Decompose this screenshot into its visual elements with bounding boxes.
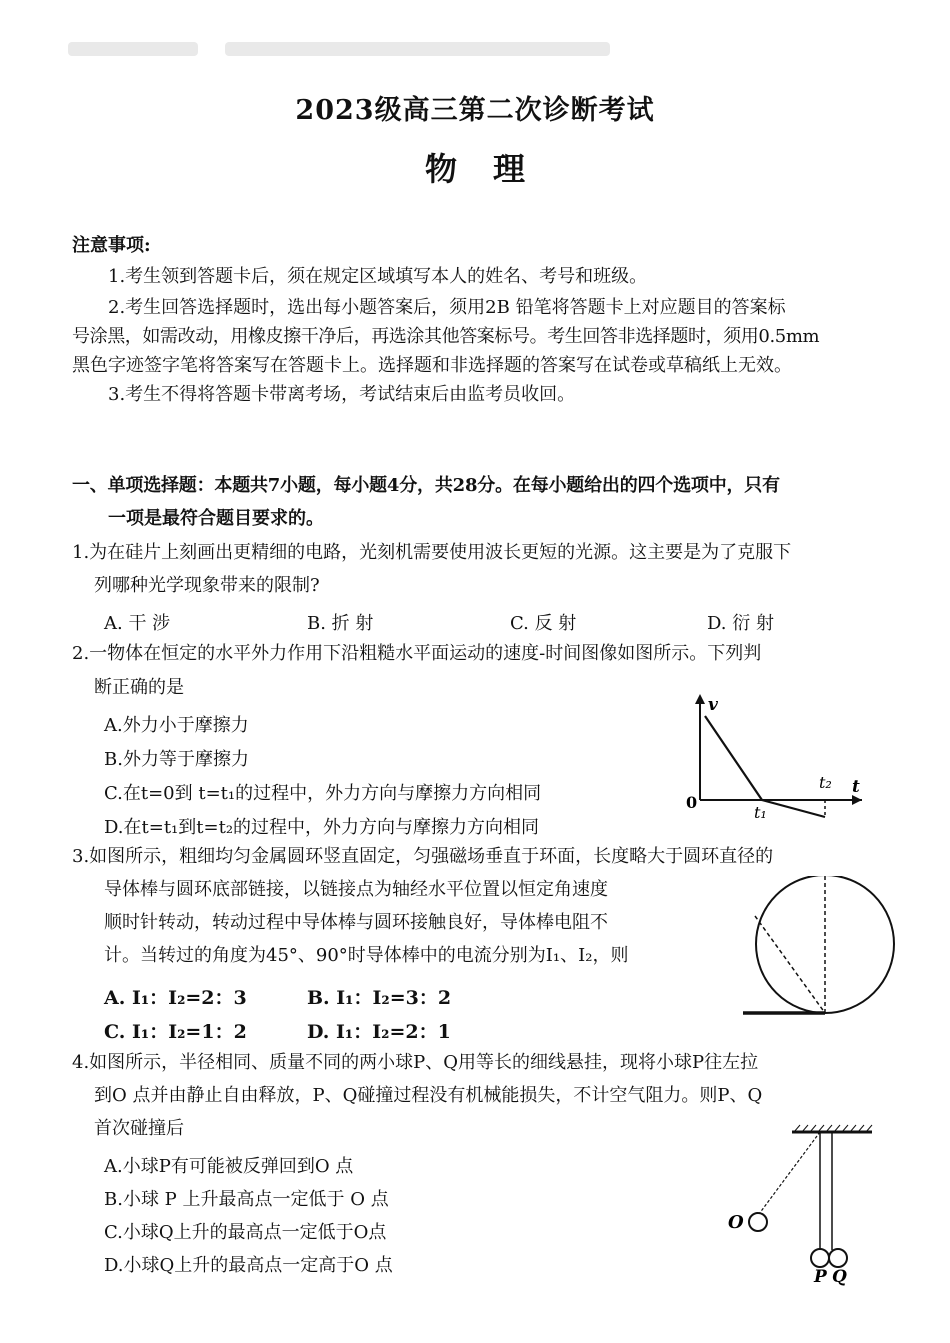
- v-axis-arrow: [695, 694, 705, 704]
- q1-option-d: D. 衍 射: [707, 613, 774, 634]
- q3-stem-line-1: 3.如图所示，粗细均匀金属圆环竖直固定，匀强磁场垂直于环面，长度略大于圆环直径的: [72, 846, 774, 867]
- q4-stem-line-2: 到O 点并由静止自由释放，P、Q碰撞过程没有机械能损失，不计空气阻力。则P、Q: [94, 1085, 763, 1106]
- q4-option-d: D.小球Q上升的最高点一定高于O 点: [104, 1255, 393, 1276]
- notice-item-3: 3.考生不得将答题卡带离考场，考试结束后由监考员收回。: [108, 384, 576, 405]
- q1-option-a: A. 干 涉: [104, 613, 171, 634]
- velocity-line: [705, 716, 825, 817]
- q2-stem-line-1: 2.一物体在恒定的水平外力作用下沿粗糙水平面运动的速度-时间图像如图所示。下列判: [72, 643, 762, 664]
- q3-stem-line-2: 导体棒与圆环底部链接，以链接点为轴经水平位置以恒定角速度: [104, 879, 608, 900]
- blurred-header-left: [68, 42, 198, 56]
- q1-stem-line-1: 1.为在硅片上刻画出更精细的电路，光刻机需要使用波长更短的光源。这主要是为了克服下: [72, 542, 792, 563]
- rod-45deg-dashed: [755, 916, 825, 1013]
- origin-label: 0: [686, 793, 698, 812]
- q2-option-d: D.在t=t₁到t=t₂的过程中，外力方向与摩擦力方向相同: [104, 817, 540, 838]
- ring-rod-figure: [735, 876, 895, 1021]
- label-q: Q: [832, 1267, 847, 1287]
- q2-option-c: C.在t=0到 t=t₁的过程中，外力方向与摩擦力方向相同: [104, 783, 542, 804]
- q3-option-c: C. I₁：I₂=1：2: [104, 1021, 247, 1043]
- notice-item-1: 1.考生领到答题卡后，须在规定区域填写本人的姓名、考号和班级。: [108, 266, 648, 287]
- q4-option-c: C.小球Q上升的最高点一定低于O点: [104, 1222, 387, 1243]
- ball-p: [811, 1249, 829, 1267]
- q4-option-b: B.小球 P 上升最高点一定低于 O 点: [104, 1189, 389, 1210]
- q4-option-a: A.小球P有可能被反弹回到O 点: [104, 1156, 354, 1177]
- q1-stem-line-2: 列哪种光学现象带来的限制?: [94, 575, 320, 596]
- q3-stem-line-3: 顺时针转动，转动过程中导体棒与圆环接触良好，导体棒电阻不: [104, 912, 608, 933]
- label-o: O: [728, 1212, 744, 1233]
- q3-option-a: A. I₁：I₂=2：3: [104, 987, 247, 1009]
- q3-stem-line-4: 计。当转过的角度为45°、90°时导体棒中的电流分别为I₁、I₂，则: [104, 945, 629, 966]
- q2-stem-line-2: 断正确的是: [94, 677, 184, 698]
- t2-label: t₂: [819, 773, 832, 792]
- section-heading-line-2: 一项是最符合题目要求的。: [108, 508, 324, 529]
- q4-stem-line-1: 4.如图所示，半径相同、质量不同的两小球P、Q用等长的细线悬挂，现将小球P往左拉: [72, 1052, 759, 1073]
- label-p: P: [814, 1267, 827, 1287]
- ball-at-o: [749, 1213, 767, 1231]
- notice-item-2-line-1: 2.考生回答选择题时，选出每小题答案后，须用2B 铅笔将答题卡上对应题目的答案标: [108, 297, 786, 318]
- q3-option-d: D. I₁：I₂=2：1: [307, 1021, 451, 1043]
- v-label: v: [708, 695, 718, 715]
- q4-stem-line-3: 首次碰撞后: [94, 1118, 184, 1139]
- exam-title: 2023级高三第二次诊断考试: [295, 95, 655, 126]
- ball-q: [829, 1249, 847, 1267]
- t1-label: t₁: [754, 803, 767, 822]
- metal-ring: [756, 876, 894, 1013]
- notice-heading: 注意事项:: [72, 235, 151, 256]
- notice-item-2-line-2: 号涂黑，如需改动，用橡皮擦干净后，再选涂其他答案标号。考生回答非选择题时，须用0.5mm: [72, 326, 820, 347]
- velocity-time-graph: [680, 690, 870, 840]
- q1-option-b: B. 折 射: [307, 613, 374, 634]
- q2-option-b: B.外力等于摩擦力: [104, 749, 249, 770]
- string-displaced-dashed: [759, 1132, 820, 1214]
- notice-item-2-line-3: 黑色字迹签字笔将答案写在答题卡上。选择题和非选择题的答案写在试卷或草稿纸上无效。: [72, 355, 792, 376]
- pendulum-figure: [722, 1122, 882, 1287]
- blurred-header-right: [225, 42, 610, 56]
- subject-title: 物理: [424, 150, 561, 188]
- section-heading-line-1: 一、单项选择题：本题共7小题，每小题4分，共28分。在每小题给出的四个选项中，只有: [72, 475, 780, 496]
- t-label: t: [852, 777, 860, 797]
- q1-option-c: C. 反 射: [510, 613, 577, 634]
- q3-option-b: B. I₁：I₂=3：2: [307, 987, 452, 1009]
- q2-option-a: A.外力小于摩擦力: [104, 715, 249, 736]
